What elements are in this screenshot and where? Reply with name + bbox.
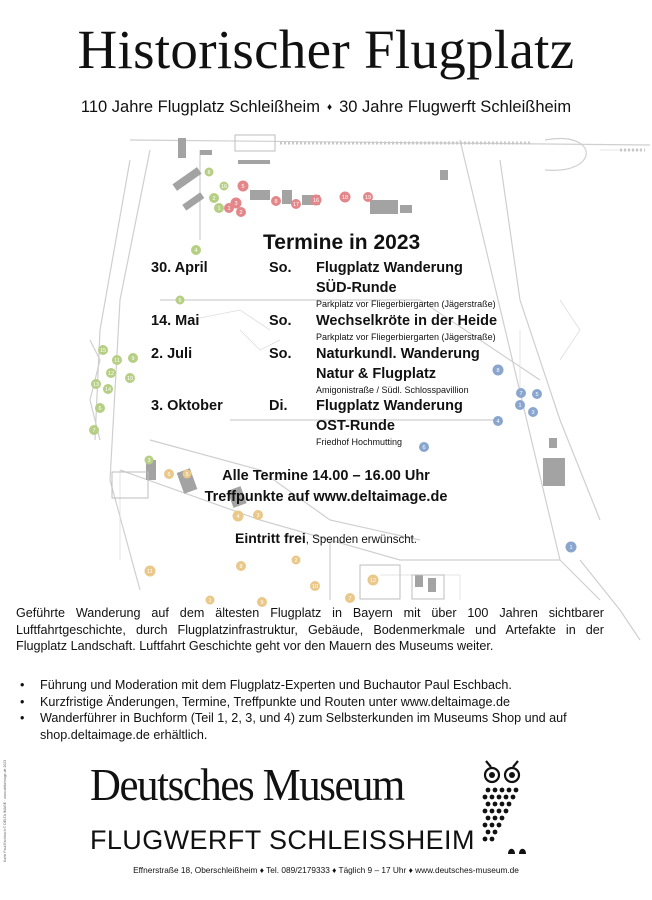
svg-text:4: 4 [496, 419, 500, 425]
svg-text:15: 15 [99, 348, 107, 354]
svg-text:10: 10 [311, 584, 319, 590]
event-date: 14. Mai [151, 313, 200, 329]
svg-text:1: 1 [518, 403, 522, 409]
svg-text:5: 5 [185, 472, 189, 478]
svg-text:9: 9 [260, 600, 264, 606]
svg-text:11: 11 [147, 569, 153, 575]
event-date: 3. Oktober [151, 398, 223, 414]
svg-text:10: 10 [126, 376, 134, 382]
svg-text:5: 5 [178, 298, 182, 304]
svg-text:9: 9 [131, 356, 135, 362]
svg-text:3: 3 [256, 513, 260, 519]
owl-logo-icon [478, 757, 538, 857]
event-title-line2: Natur & Flugplatz [316, 366, 437, 382]
event-title-line2: OST-Runde [316, 418, 395, 434]
event-title: Wechselkröte in der Heide [316, 313, 498, 329]
svg-text:7: 7 [92, 428, 96, 434]
svg-text:18: 18 [341, 195, 349, 201]
event-title: Naturkundl. Wanderung [316, 346, 480, 362]
svg-text:6: 6 [167, 472, 171, 478]
event-weekday: So. [269, 260, 292, 276]
event-meeting-point: Parkplatz vor Fliegerbiergarten (Jägerstraße) [316, 332, 496, 342]
svg-text:1: 1 [217, 206, 221, 212]
svg-text:1: 1 [227, 206, 231, 212]
svg-text:11: 11 [114, 358, 120, 364]
red-map-markers [224, 181, 373, 218]
svg-text:13: 13 [92, 382, 100, 388]
event-weekday: Di. [269, 398, 288, 414]
admission-note [0, 528, 652, 550]
svg-text:6: 6 [98, 406, 102, 412]
event-weekday: So. [269, 346, 292, 362]
event-meeting-point: Amigonistraße / Südl. Schlosspavillion [316, 385, 469, 395]
svg-text:4: 4 [194, 248, 198, 254]
admission-donation: , Spenden erwünscht. [305, 534, 418, 546]
events-heading: Termine in 2023 [263, 231, 421, 254]
event-weekday: So. [269, 313, 292, 329]
admission-free: Eintritt frei [234, 530, 306, 546]
svg-text:5: 5 [535, 392, 539, 398]
svg-text:8: 8 [496, 368, 500, 374]
svg-text:8: 8 [239, 564, 243, 570]
svg-text:2: 2 [212, 196, 216, 202]
svg-text:2: 2 [239, 210, 243, 216]
museum-wordmark: Deutsches Museum [90, 759, 404, 810]
event-title-line2: SÜD-Runde [316, 280, 397, 296]
event-meeting-point: Parkplatz vor Fliegerbiergarten (Jägerstraße) [316, 299, 496, 309]
list-item: • Wanderführer in Buchform (Teil 1, 2, 3, und 4) zum Selbsterkunden im Museums Shop und auf shop.deltaimage.de erhältlich. [16, 710, 606, 743]
svg-text:3: 3 [531, 410, 535, 416]
svg-text:7: 7 [348, 596, 352, 602]
list-item: • Kurzfristige Änderungen, Termine, Treffpunkte und Routen unter www.deltaimage.de [16, 694, 606, 711]
event-date: 30. April [151, 260, 208, 276]
meeting-points-link: Treffpunkte auf www.deltaimage.de [204, 489, 448, 505]
svg-text:5: 5 [241, 184, 245, 190]
svg-text:14: 14 [104, 387, 112, 393]
svg-text:16: 16 [312, 198, 320, 204]
svg-text:17: 17 [292, 202, 300, 208]
svg-text:4: 4 [236, 514, 240, 520]
description-intro: Geführte Wanderung auf dem ältesten Flugplatz in Bayern mit über 100 Jahren sichtbarer Luftfahrtgeschichte, durch Flugplatzinfrastruktur, Gebäude, Bodenmerkmale und Artefakte in der Flugplatz Landschaft. Luftfahrt Geschichte geht vor den Mauern des Museums weiter. [16, 606, 604, 653]
info-list [16, 677, 606, 743]
event-meeting-point: Friedhof Hochmutting [316, 437, 403, 447]
svg-text:12: 12 [107, 371, 115, 377]
museum-contact: Effnerstraße 18, Oberschleißheim ♦ Tel. 089/2179333 ♦ Täglich 9 – 17 Uhr ♦ www.deutsches-museum.de [133, 865, 519, 875]
svg-text:6: 6 [422, 445, 426, 451]
poster-title: Historischer Flugplatz [77, 19, 575, 80]
event-times [0, 466, 652, 508]
svg-text:8: 8 [274, 199, 278, 205]
event-date: 2. Juli [151, 346, 193, 362]
list-item: • Führung und Moderation mit dem Flugplatz-Experten und Buchautor Paul Eschbach. [16, 677, 606, 694]
svg-text:7: 7 [519, 391, 523, 397]
svg-text:8: 8 [207, 170, 211, 176]
svg-text:19: 19 [364, 195, 372, 201]
svg-text:2: 2 [294, 558, 298, 564]
subtitle-anniversary-airfield: 110 Jahre Flugplatz Schleißheim [80, 98, 320, 116]
event-title: Flugplatz Wanderung [316, 398, 463, 414]
museum-subtitle: FLUGWERFT SCHLEISSHEIM [90, 825, 475, 855]
svg-text:3: 3 [147, 458, 151, 464]
svg-text:16: 16 [220, 184, 228, 190]
event-title: Flugplatz Wanderung [316, 260, 463, 276]
subtitle-separator: ♦ [326, 102, 333, 113]
poster-subtitle [0, 96, 652, 119]
svg-text:12: 12 [369, 578, 377, 584]
map-credit-text: Karte Paul Eschbach © DELTA IMAGE · www.deltaimage.de 2023 [3, 759, 7, 862]
subtitle-anniversary-flugwerft: 30 Jahre Flugwerft Schleißheim [339, 98, 572, 116]
svg-text:1: 1 [208, 598, 212, 604]
svg-text:1: 1 [569, 545, 573, 551]
times-line: Alle Termine 14.00 – 16.00 Uhr [222, 468, 430, 484]
svg-text:3: 3 [234, 201, 238, 207]
map-credit [3, 759, 15, 874]
